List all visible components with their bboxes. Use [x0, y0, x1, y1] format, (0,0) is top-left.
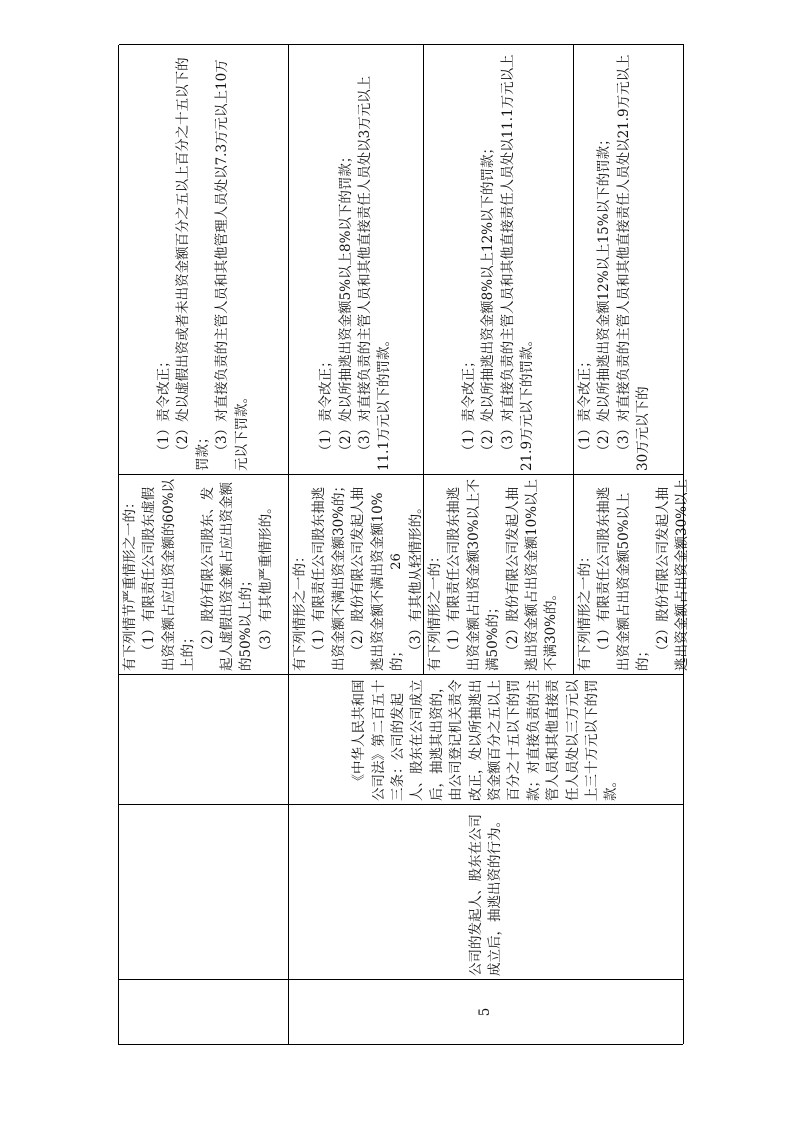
penalty-3-line-0: （1）责令改正； — [577, 354, 593, 458]
penalty-1-line-1: （2）处以所抽逃出资金额5%以上8%以下的罚款； — [337, 149, 354, 458]
circumstance-2-line-0: 有下列情形之一的： — [427, 549, 443, 671]
row-number-cell — [289, 979, 684, 1044]
cell-behavior-empty — [119, 804, 289, 979]
penalty-3-line-2: （3）对直接负责的主管人员和其他直接责任人员处以21.9万元以上30万元以下的 — [615, 54, 652, 471]
legal-basis-text: 《中华人民共和国公司法》第二百五十三条：公司的发起人、股东在公司成立后，抽逃其出资的，由公司登记机关责令改正，处以所抽逃出资金额百分之五以上百分之十五以下的罚款；对直接负责的主管人员和其他直接责任人员处以三万元以上三十万元以下的罚款。 — [351, 679, 620, 801]
penalty-table — [118, 45, 691, 1045]
circumstance-cell-0 — [119, 474, 289, 674]
behavior-text: 公司的发起人、股东在公司成立后，抽逃出资的行为。 — [467, 814, 503, 976]
penalty-cell-3 — [574, 44, 684, 474]
circumstance-1-line-1: （1）有限责任公司股东抽逃出资金额不满出资金额30%的； — [311, 478, 347, 671]
cell-legal-basis-empty — [119, 674, 289, 804]
page-number — [386, 548, 406, 574]
circumstance-1-line-3: （3）有其他从轻情形的。 — [408, 500, 425, 658]
page-number-text: 26 — [388, 552, 404, 570]
circumstance-0-line-3: （3）有其他严重情形的。 — [257, 500, 274, 658]
row-number: 5 — [477, 1007, 494, 1017]
circumstance-2-line-2: （2）股份有限公司发起人抽逃出资金额占出资金额10%以上不满30%的。 — [504, 478, 560, 671]
penalty-0-line-1: （2）处以虚假出资或者未出资金额百分之五以上百分之十五以下的罚款； — [175, 57, 211, 471]
circumstance-0-line-0: 有下列情节严重情形之一的： — [122, 495, 138, 671]
circumstance-cell-3 — [574, 474, 691, 674]
penalty-cell-1 — [289, 44, 424, 474]
penalty-1-line-2: （3）对直接负责的主管人员和其他直接责任人员处以3万元以上11.1万元以下的罚款。 — [357, 75, 393, 471]
penalty-cell-2 — [424, 44, 574, 474]
legal-basis-cell — [289, 674, 684, 804]
penalty-2-line-0: （1）责令改正； — [460, 354, 477, 458]
penalty-cell-0 — [119, 44, 289, 474]
penalty-0-line-2: （3）对直接负责的主管人员和其他管理人员处以7.3万元以上10万元以下罚款。 — [214, 59, 250, 471]
circumstance-0-line-2: （2）股份有限公司股东、发起人虚假出资金额占应出资金额的50%以上的； — [199, 482, 255, 671]
circumstance-3-line-2: （2）股份有限公司发起人抽逃出资金额占出资金额30%以上 — [654, 478, 691, 671]
circumstance-1-line-2: （2）股份有限公司发起人抽逃出资金额不满出资金额10%的； — [350, 486, 406, 671]
circumstance-cell-1 — [289, 474, 424, 674]
circumstance-0-line-1: （1）有限责任公司股东虚假出资金额占应出资金额的60%以上的； — [141, 478, 197, 671]
penalty-2-line-1: （2）处以所抽逃出资金额8%以上12%以下的罚款； — [480, 140, 497, 458]
circumstance-cell-2 — [424, 474, 574, 674]
circumstance-3-line-0: 有下列情形之一的： — [577, 549, 593, 671]
circumstance-1-line-0: 有下列情形之一的： — [292, 549, 308, 671]
circumstance-2-line-1: （1）有限责任公司股东抽逃出资金额占出资金额30%以上不满50%的； — [446, 478, 502, 671]
circumstance-3-line-1: （1）有限责任公司股东抽逃出资金额占出资金额50%以上的； — [596, 486, 652, 671]
penalty-2-line-2: （3）对直接负责的主管人员和其他直接责任人员处以11.1万元以上21.9万元以下的罚款。 — [499, 54, 535, 471]
penalty-0-line-0: （1）责令改正； — [155, 354, 172, 458]
penalty-1-line-0: （1）责令改正； — [318, 354, 335, 458]
cell-row-number-empty — [119, 979, 289, 1044]
penalty-3-line-1: （2）处以所抽逃出资金额12%以上15%以下的罚款； — [596, 132, 613, 458]
behavior-cell — [289, 804, 684, 979]
